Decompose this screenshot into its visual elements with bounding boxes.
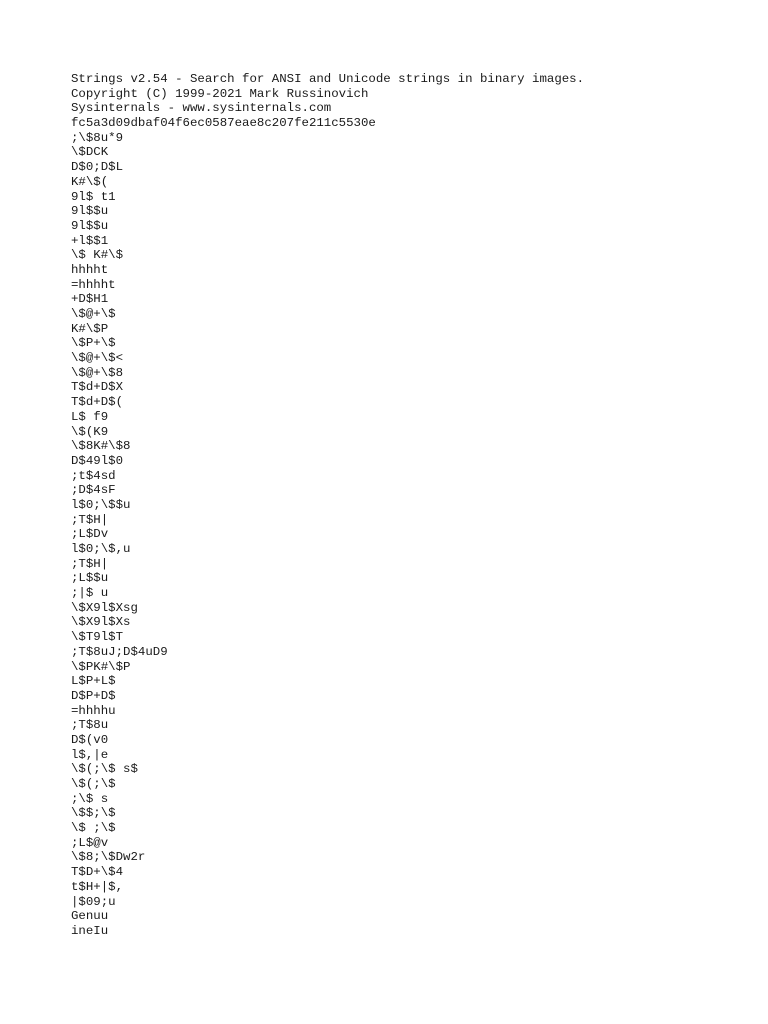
string-line: \$ K#\$ <box>71 248 124 263</box>
string-line: ;T$H| <box>71 556 109 571</box>
string-line: ineIu <box>71 923 109 938</box>
string-line: \$8;\$Dw2r <box>71 850 146 865</box>
string-line: l$0;\$$u <box>71 497 131 512</box>
string-line: Genuu <box>71 909 109 924</box>
string-line: ;\$ s <box>71 791 109 806</box>
string-line: +l$$1 <box>71 233 109 248</box>
string-line: D$P+D$ <box>71 688 116 703</box>
string-line: +D$H1 <box>71 292 109 307</box>
string-line: =hhhhu <box>71 703 116 718</box>
string-line: ;T$8uJ;D$4uD9 <box>71 644 168 659</box>
header-line: Copyright (C) 1999-2021 Mark Russinovich <box>71 86 369 101</box>
string-line: \$X9l$Xsg <box>71 600 138 615</box>
string-line: ;|$ u <box>71 586 109 601</box>
string-line: ;L$@v <box>71 835 109 850</box>
string-line: \$P+\$ <box>71 336 116 351</box>
string-line: l$0;\$,u <box>71 542 131 556</box>
string-line: hhhht <box>71 262 109 277</box>
strings-output <box>71 72 584 939</box>
string-line: ;\$8u*9 <box>71 130 124 145</box>
string-line: t$H+|$, <box>71 879 124 894</box>
string-line: K#\$( <box>71 174 109 189</box>
string-line: \$DCK <box>71 145 109 160</box>
string-line: L$P+L$ <box>71 674 116 689</box>
string-line: \$ ;\$ <box>71 821 116 836</box>
string-line: T$d+D$X <box>71 380 124 395</box>
string-line: \$X9l$Xs <box>71 615 131 630</box>
string-line: T$D+\$4 <box>71 865 124 880</box>
string-line: ;L$Dv <box>71 527 109 542</box>
string-line: D$(v0 <box>71 732 109 747</box>
string-line: =hhhht <box>71 277 116 292</box>
string-line: \$8K#\$8 <box>71 439 131 454</box>
string-line: \$@+\$< <box>71 351 124 366</box>
string-line: ;T$H| <box>71 512 109 527</box>
string-line: \$(K9 <box>71 424 109 439</box>
string-line: 9l$$u <box>71 204 109 219</box>
string-line: 9l$ t1 <box>71 189 116 204</box>
string-line: \$@+\$8 <box>71 365 124 380</box>
string-line: ;T$8u <box>71 718 109 733</box>
string-line: \$@+\$ <box>71 307 116 321</box>
string-line: 9l$$u <box>71 218 109 233</box>
string-line: \$(;\$ s$ <box>71 762 138 777</box>
string-line: \$PK#\$P <box>71 659 131 674</box>
string-line: T$d+D$( <box>71 395 124 410</box>
string-line: l$,|e <box>71 747 109 762</box>
string-line: |$09;u <box>71 894 116 909</box>
hash-line: fc5a3d09dbaf04f6ec0587eae8c207fe211c5530e <box>71 116 376 131</box>
string-line: \$(;\$ <box>71 777 116 791</box>
string-line: \$T9l$T <box>71 630 124 645</box>
string-line: D$0;D$L <box>71 160 124 175</box>
string-line: D$49l$0 <box>71 453 124 468</box>
string-line: ;t$4sd <box>71 468 116 483</box>
string-line: L$ f9 <box>71 409 109 424</box>
string-line: ;D$4sF <box>71 483 116 498</box>
string-line: K#\$P <box>71 321 109 336</box>
header-line: Strings v2.54 - Search for ANSI and Unicode strings in binary images. <box>71 72 585 86</box>
string-line: \$$;\$ <box>71 806 116 821</box>
header-line: Sysinternals - www.sysinternals.com <box>71 101 332 116</box>
string-line: ;L$$u <box>71 571 109 586</box>
